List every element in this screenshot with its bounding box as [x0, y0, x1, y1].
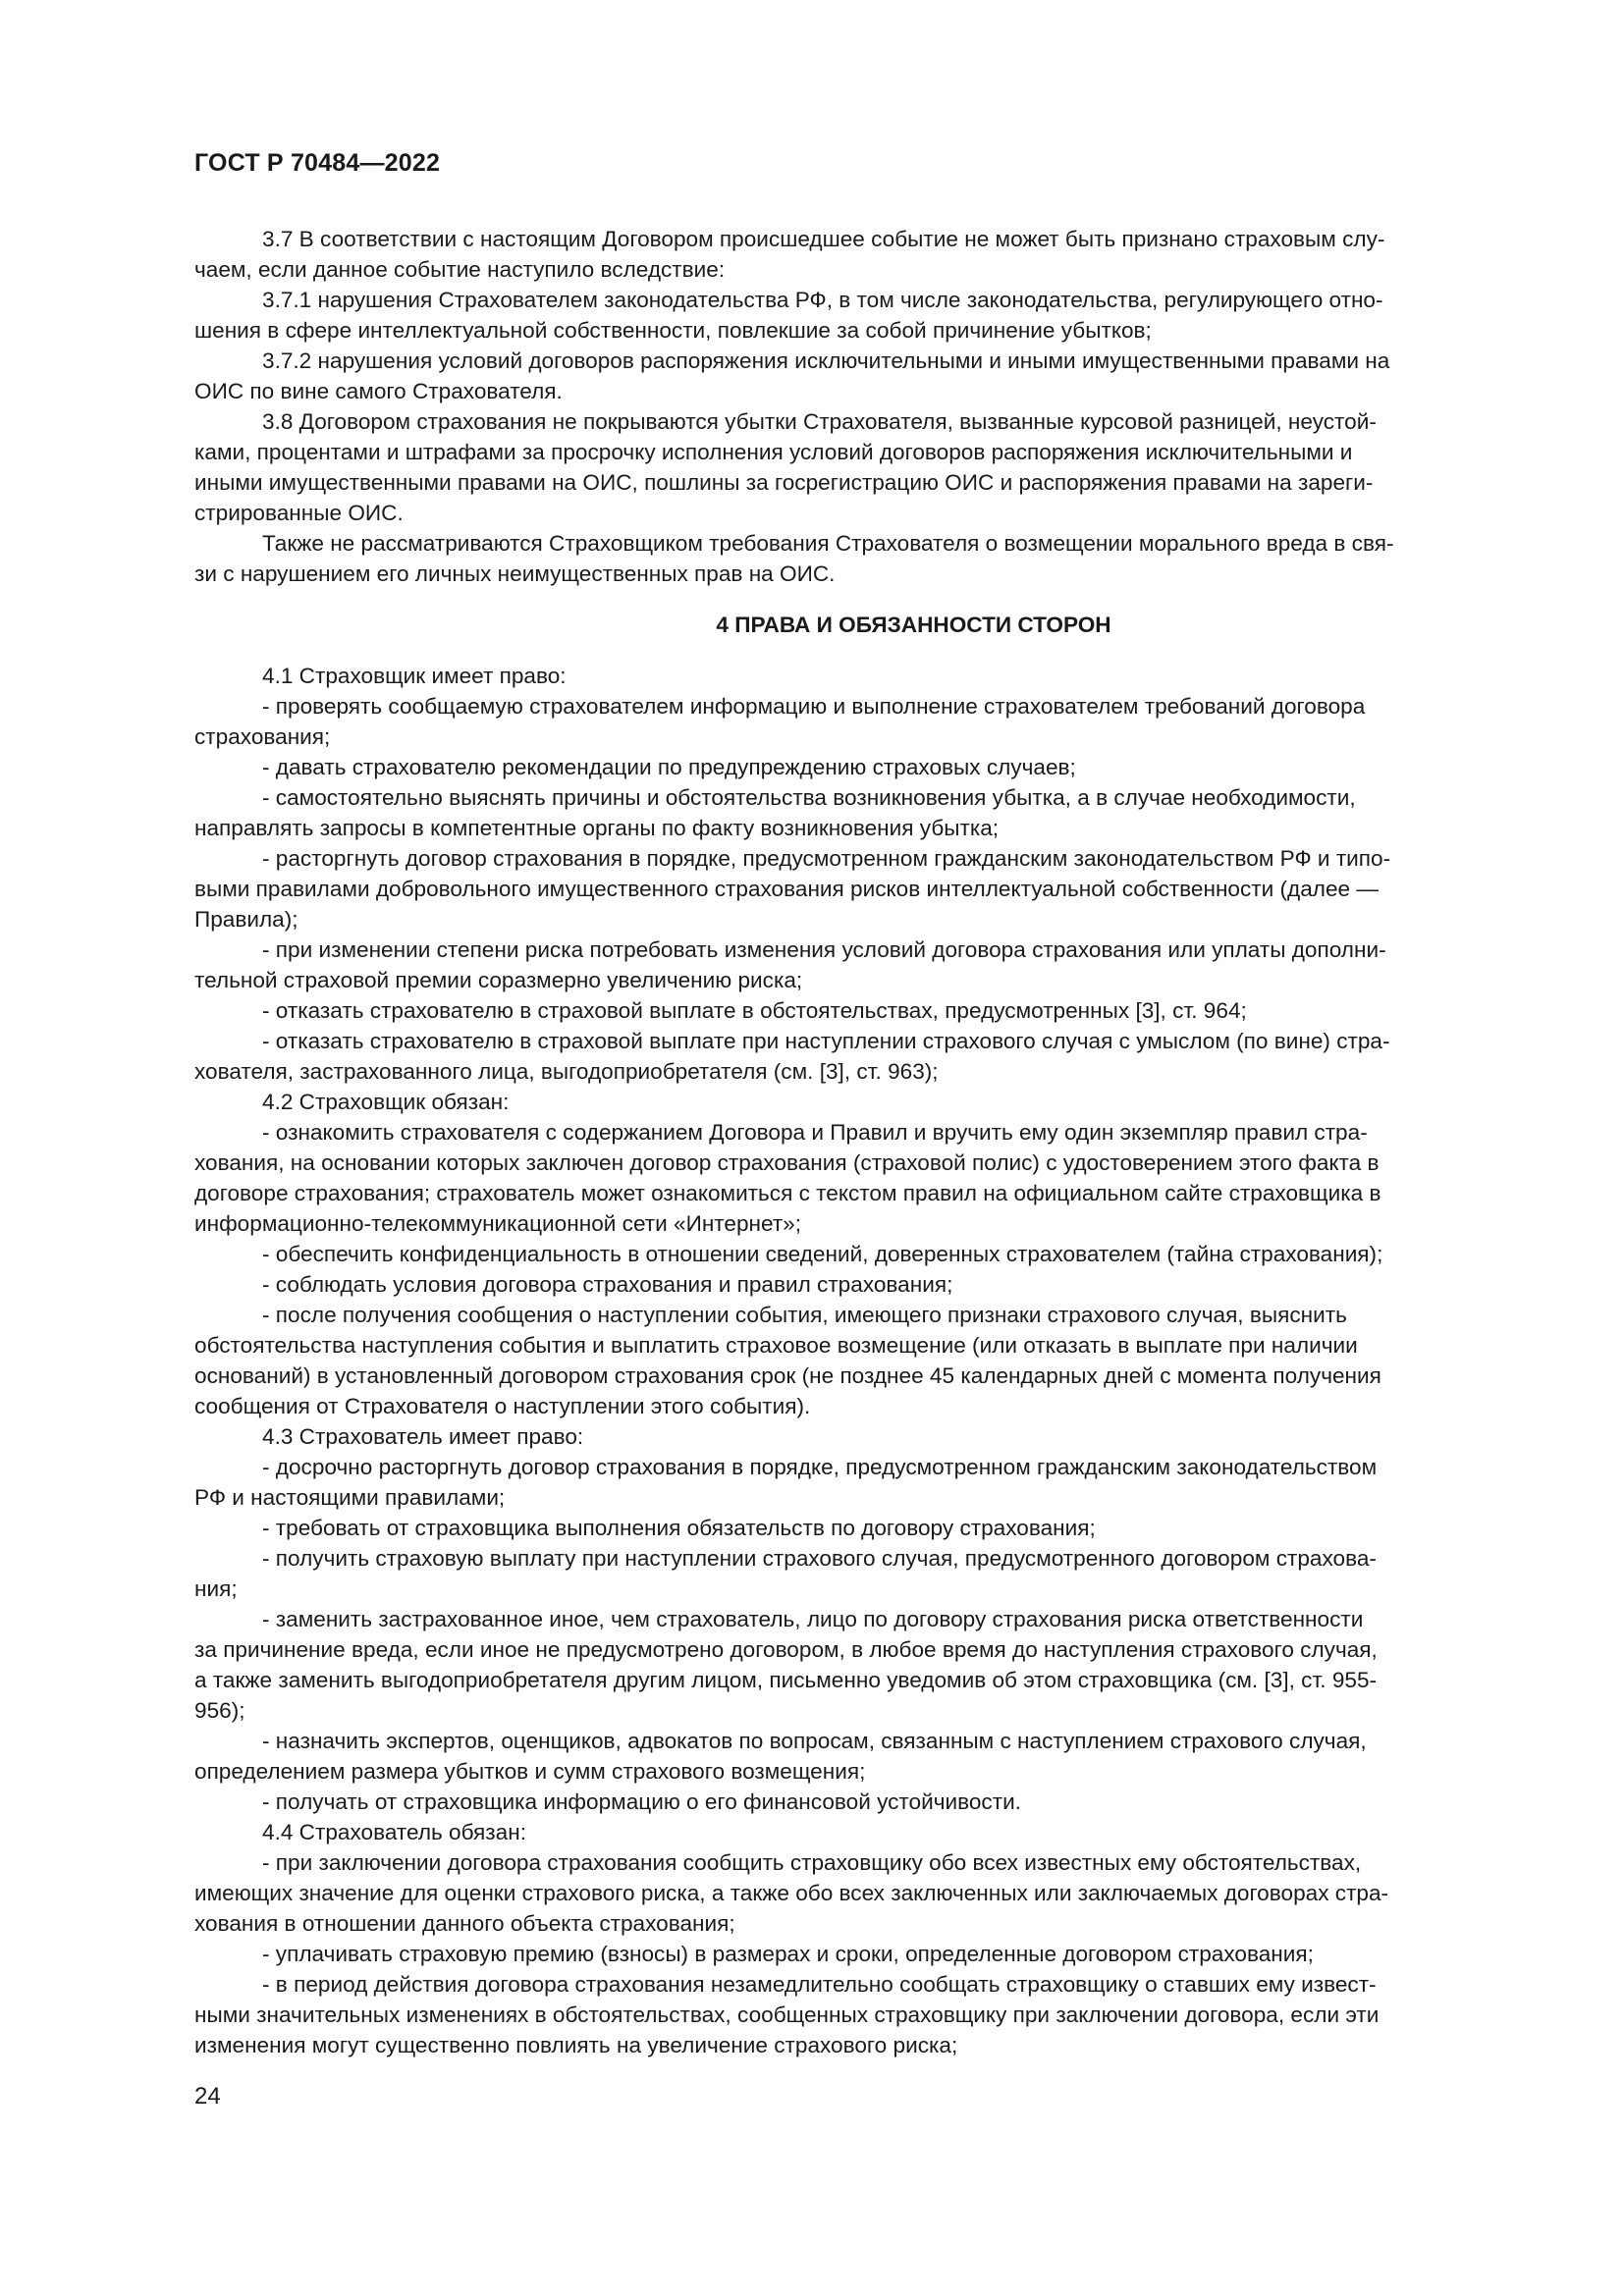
- paragraph: 4.2 Страховщик обязан:: [262, 1090, 510, 1114]
- paragraph: - соблюдать условия договора страхования и правил страхования;: [262, 1272, 953, 1297]
- paragraph: - ознакомить страхователя с содержанием Договора и Правил и вручить ему один экземпляр правил стра- хования, на основании которых заключен договор страхования (страховой полис) с удостоверением этого факта в договоре страхования; страхователь может ознакомиться с текстом правил на официальном сайте страховщика в информационно-телекоммуникационной сети «Интернет»;: [194, 1120, 1381, 1236]
- paragraph: - уплачивать страховую премию (взносы) в размерах и сроки, определенные договором страхования;: [262, 1942, 1314, 1966]
- paragraph: - обеспечить конфиденциальность в отношении сведений, доверенных страхователем (тайна страхования);: [262, 1242, 1383, 1266]
- paragraph: - отказать страхователю в страховой выплате в обстоятельствах, предусмотренных [3], ст. 964;: [262, 998, 1247, 1023]
- paragraph: - при заключении договора страхования сообщить страховщику обо всех известных ему обстоятельствах, имеющих значение для оценки страхового риска, а также обо всех заключенных или заключаемых договорах стра- хования в отношении данного объекта страхования;: [194, 1850, 1389, 1936]
- paragraph: 4.4 Страхователь обязан:: [262, 1820, 526, 1844]
- paragraph: - заменить застрахованное иное, чем страхователь, лицо по договору страхования риска ответственности за причинение вреда, если иное не предусмотрено договором, в любое время до наступления страхового случая, а также заменить выгодоприобретателя другим лицом, письменно уведомив об этом страховщика (см. [3], ст. 955- 956);: [194, 1607, 1378, 1723]
- paragraph: 3.7 В соответствии с настоящим Договором происшедшее событие не может быть признано страховым слу- чаем, если данное событие наступило вследствие:: [194, 227, 1385, 282]
- document-body: [194, 224, 1515, 2060]
- page-number: 24: [194, 2083, 221, 2109]
- paragraph: - расторгнуть договор страхования в порядке, предусмотренном гражданским законодательством РФ и типо- выми правилами добровольного имущественного страхования рисков интеллектуальной собственности (далее — Правила);: [194, 846, 1391, 932]
- paragraph: - при изменении степени риска потребовать изменения условий договора страхования или уплаты дополни- тельной страховой премии соразмерно увеличению риска;: [194, 937, 1386, 992]
- paragraph: - назначить экспертов, оценщиков, адвокатов по вопросам, связанным с наступлением страхового случая, определением размера убытков и сумм страхового возмещения;: [194, 1729, 1367, 1784]
- paragraph: - получать от страховщика информацию о его финансовой устойчивости.: [262, 1789, 1021, 1814]
- paragraph: - самостоятельно выяснять причины и обстоятельства возникновения убытка, а в случае необходимости, направлять запросы в компетентные органы по факту возникновения убытка;: [194, 785, 1356, 840]
- section-title: 4 ПРАВА И ОБЯЗАННОСТИ СТОРОН: [716, 613, 1111, 637]
- paragraph: 3.7.2 нарушения условий договоров распоряжения исключительными и иными имущественными правами на ОИС по вине самого Страхователя.: [194, 348, 1390, 403]
- paragraph: - давать страхователю рекомендации по предупреждению страховых случаев;: [262, 755, 1076, 779]
- paragraph: - в период действия договора страхования незамедлительно сообщать страховщику о ставших ему извест- ными значительных изменениях в обстоятельствах, сообщенных страховщику при заключении договора, если эти изменения могут существенно повлиять на увеличение страхового риска;: [194, 1972, 1380, 2057]
- paragraph: 4.3 Страхователь имеет право:: [262, 1424, 584, 1449]
- paragraph: 3.8 Договором страхования не покрываются убытки Страхователя, вызванные курсовой разницей, неустой- ками, процентами и штрафами за просрочку исполнения условий договоров распоряжения исключительными и иными имущественными правами на ОИС, пошлины за госрегистрацию ОИС и распоряжения правами на зареги- стрированные ОИС.: [194, 409, 1377, 525]
- document-header: ГОСТ Р 70484—2022: [194, 149, 441, 177]
- paragraph: - после получения сообщения о наступлении события, имеющего признаки страхового случая, выяснить обстоятельства наступления события и выплатить страховое возмещение (или отказать в выплате при наличии оснований) в установленный договором страхования срок (не позднее 45 календарных дней с момента получения сообщения от Страхователя о наступлении этого события).: [194, 1303, 1381, 1418]
- paragraph: - отказать страхователю в страховой выплате при наступлении страхового случая с умыслом (по вине) стра- хователя, застрахованного лица, выгодоприобретателя (см. [3], ст. 963);: [194, 1029, 1390, 1084]
- paragraph: - требовать от страховщика выполнения обязательств по договору страхования;: [262, 1516, 1096, 1540]
- paragraph: 4.1 Страховщик имеет право:: [262, 664, 567, 688]
- paragraph: - получить страховую выплату при наступлении страхового случая, предусмотренного договором страхова- ния;: [194, 1546, 1377, 1601]
- paragraph: - проверять сообщаемую страхователем информацию и выполнение страхователем требований договора страхования;: [194, 694, 1366, 749]
- paragraph: 3.7.1 нарушения Страхователем законодательства РФ, в том числе законодательства, регулирующего отно- шения в сфере интеллектуальной собственности, повлекшие за собой причинение убытков;: [194, 288, 1383, 343]
- paragraph: - досрочно расторгнуть договор страхования в порядке, предусмотренном гражданским законодательством РФ и настоящими правилами;: [194, 1455, 1378, 1510]
- paragraph: Также не рассматриваются Страховщиком требования Страхователя о возмещении морального вреда в свя- зи с нарушением его личных неимущественных прав на ОИС.: [194, 531, 1394, 586]
